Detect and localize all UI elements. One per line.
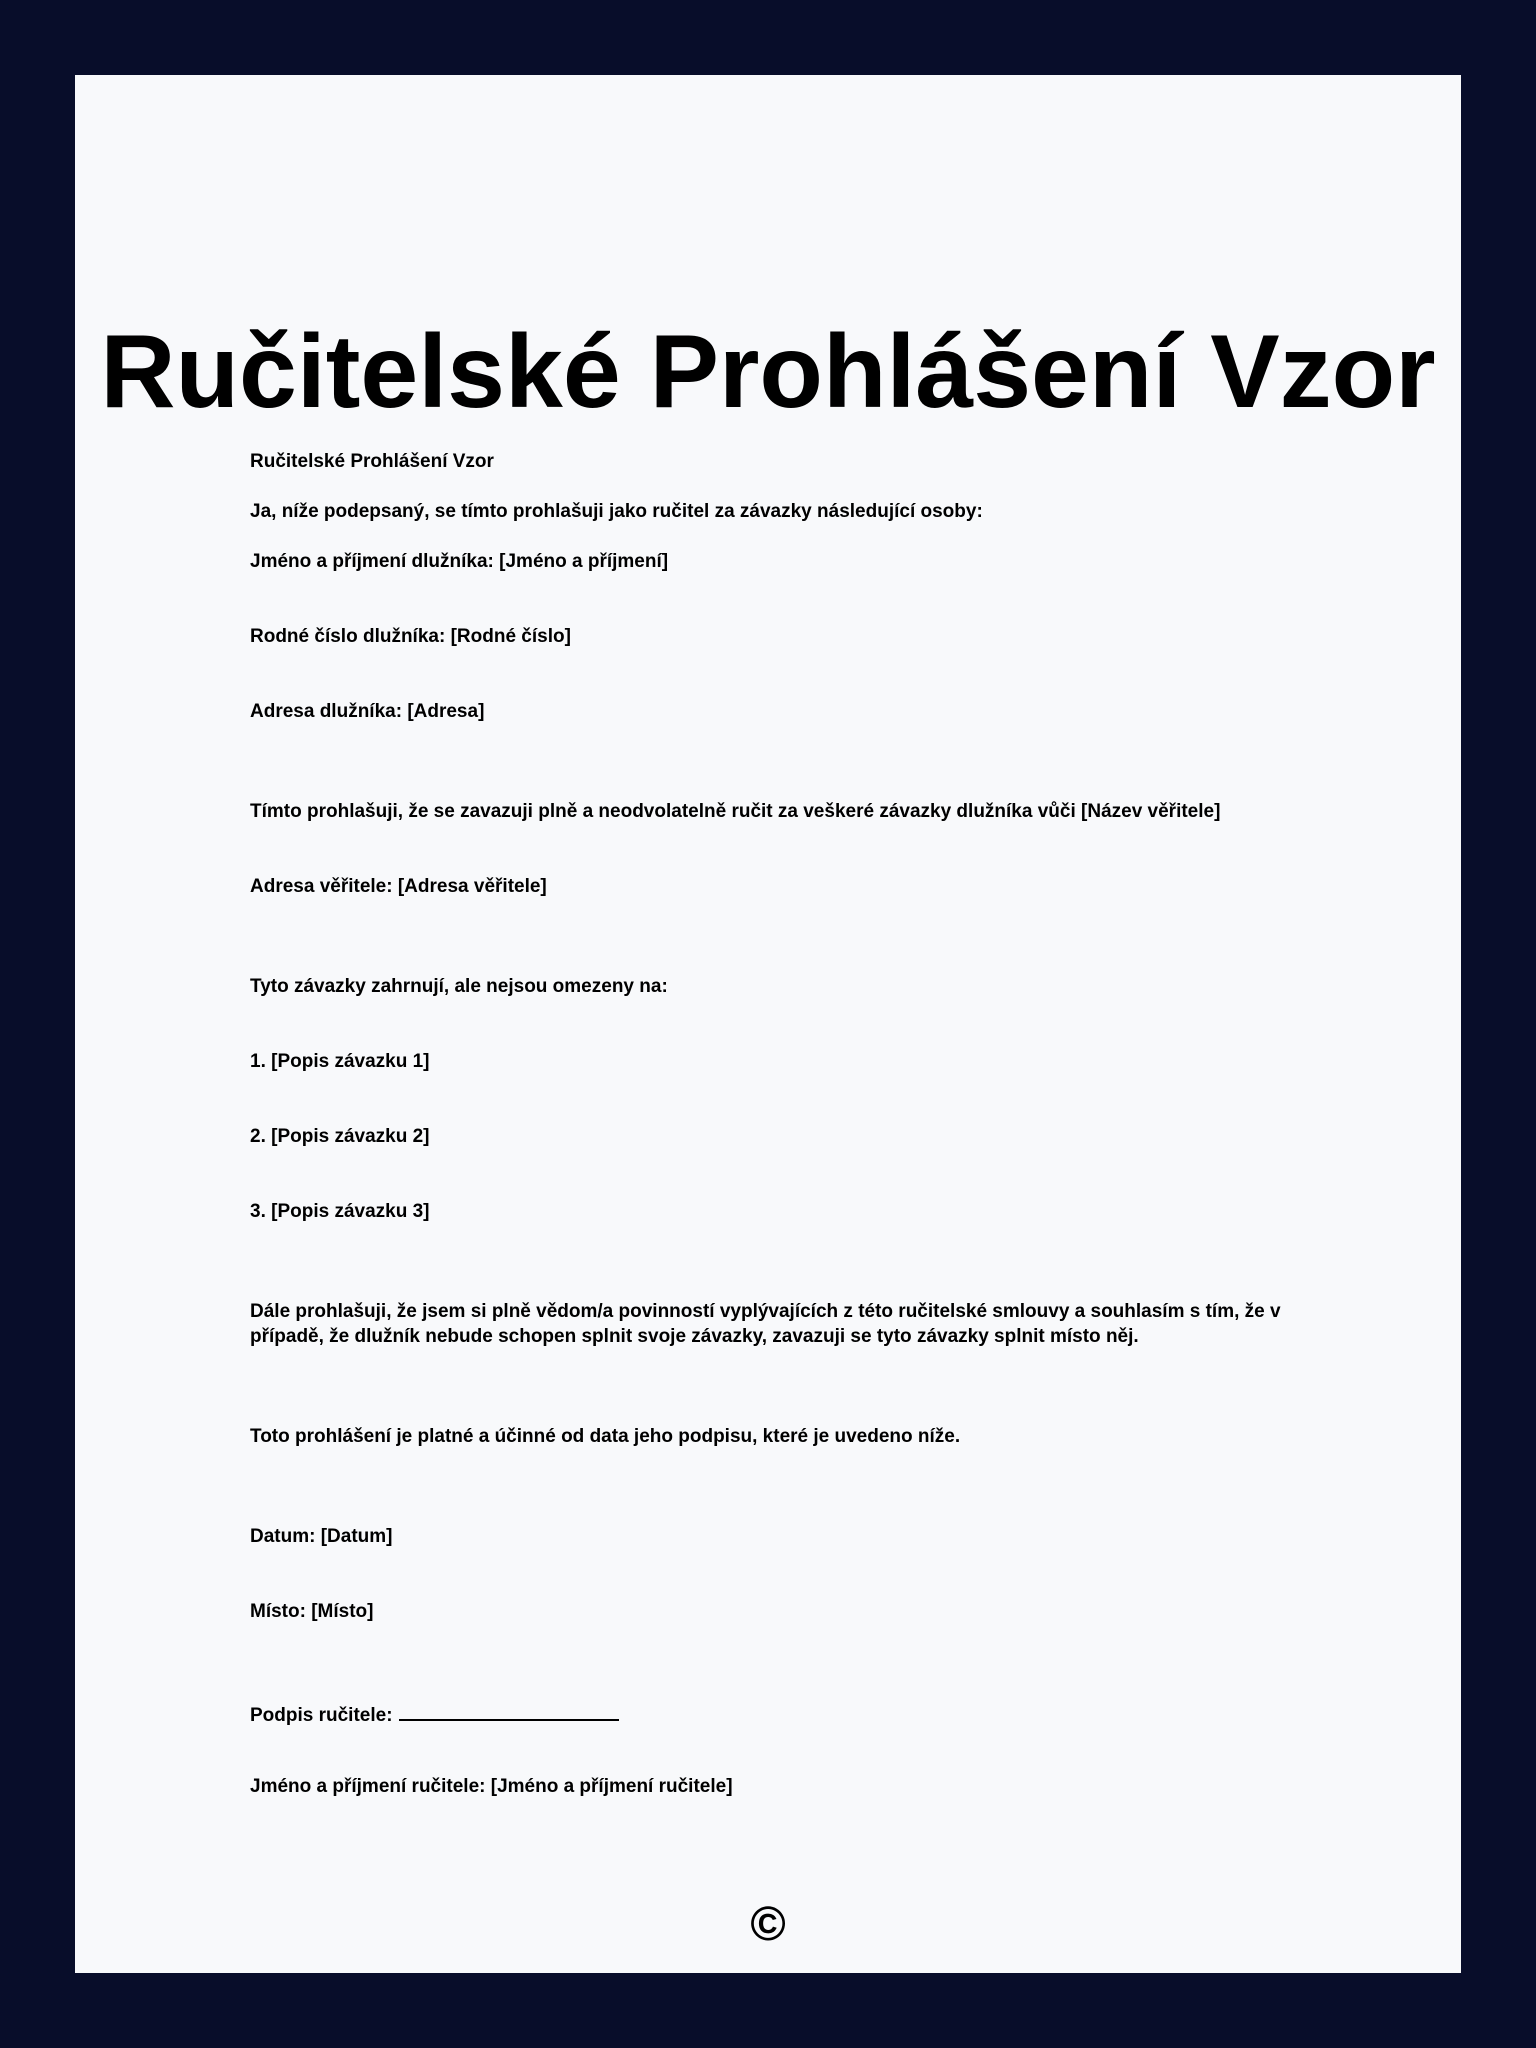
signature-label: Podpis ručitele: <box>250 1705 393 1726</box>
document-heading: Ručitelské Prohlášení Vzor <box>100 314 1436 430</box>
validity-text: Toto prohlášení je platné a účinné od data jeho podpisu, které je uvedeno níže. <box>250 1426 961 1447</box>
copyright-icon: © <box>750 1898 786 1951</box>
date-field: Datum: [Datum] <box>250 1526 393 1547</box>
obligation-item: 1. [Popis závazku 1] <box>250 1051 430 1072</box>
document-subtitle: Ručitelské Prohlášení Vzor <box>250 451 494 472</box>
signature-line <box>399 1699 619 1721</box>
debtor-address-field: Adresa dlužníka: [Adresa] <box>250 701 485 722</box>
obligations-intro: Tyto závazky zahrnují, ale nejsou omezeny na: <box>250 976 668 997</box>
obligation-item: 2. [Popis závazku 2] <box>250 1126 430 1147</box>
obligation-item: 3. [Popis závazku 3] <box>250 1201 430 1222</box>
guarantor-name-field: Jméno a příjmení ručitele: [Jméno a příjmení ručitele] <box>250 1776 733 1797</box>
declaration-text: Tímto prohlašuji, že se zavazuji plně a neodvolatelně ručit za veškeré závazky dlužníka vůči [Název věřitele] <box>250 801 1221 822</box>
intro-text: Ja, níže podepsaný, se tímto prohlašuji jako ručitel za závazky následující osoby: <box>250 501 983 522</box>
debtor-name-field: Jméno a příjmení dlužníka: [Jméno a příjmení] <box>250 551 669 572</box>
further-declaration-text: Dále prohlašuji, že jsem si plně vědom/a povinností vyplývajících z této ručitelské smlouvy a souhlasím s tím, že v případě, že dlužník nebude schopen splnit svoje závazky, zavazuji se tyto závazky splnit místo něj. <box>250 1301 1281 1347</box>
signature-field <box>250 1699 619 1728</box>
document-page <box>75 75 1461 1973</box>
creditor-address-field: Adresa věřitele: [Adresa věřitele] <box>250 876 547 897</box>
place-field: Místo: [Místo] <box>250 1601 374 1622</box>
debtor-id-field: Rodné číslo dlužníka: [Rodné číslo] <box>250 626 571 647</box>
